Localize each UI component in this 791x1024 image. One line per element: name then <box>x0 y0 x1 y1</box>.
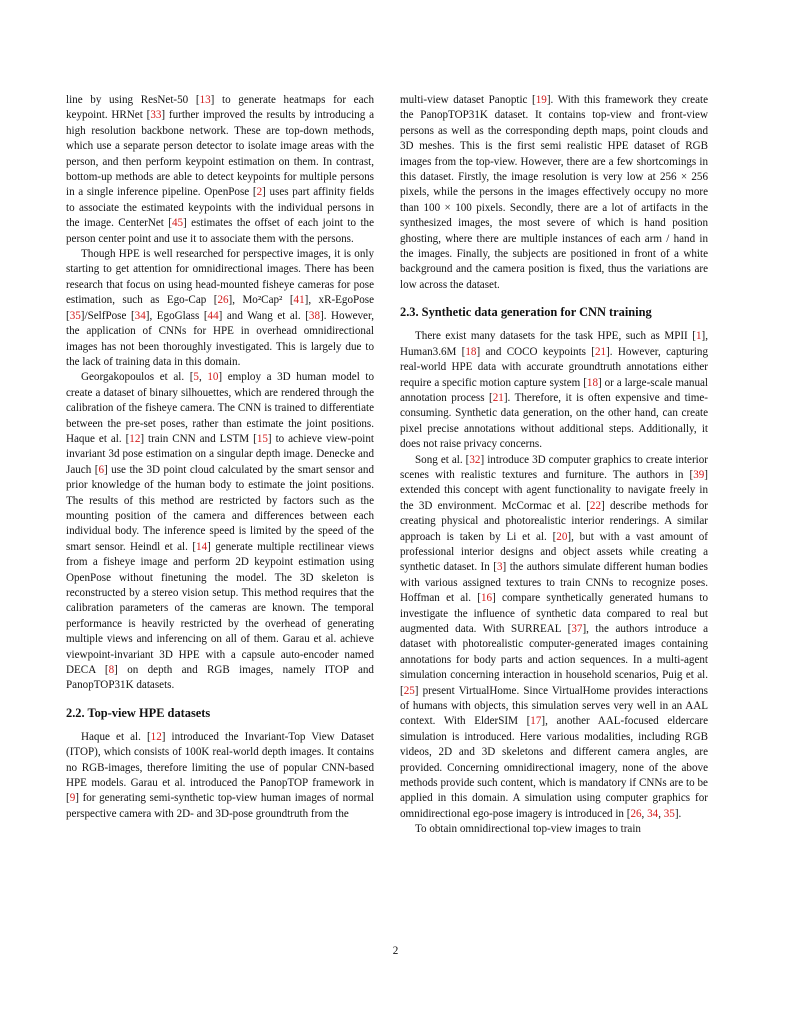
citation-link[interactable]: 12 <box>129 432 141 445</box>
citation-link[interactable]: 26 <box>217 294 229 307</box>
citation-link[interactable]: 37 <box>571 623 583 635</box>
citation-link[interactable]: 25 <box>403 684 415 697</box>
citation-link[interactable]: 2 <box>256 186 263 199</box>
left-column <box>66 93 374 822</box>
citation-link[interactable]: 44 <box>207 309 219 322</box>
paragraph: Haque et al. [12] introduced the Invariant-Top View Dataset (ITOP), which consists of 100K real-world depth images. It contains no RGB-images, therefore limiting the use of popular CNN-based HPE models. Garau et al. introduced the PanopTOP framework in [9] for generating semi-synthetic top-view human images of normal perspective camera with 2D- and 3D-pose groundtruth from the <box>66 730 375 820</box>
citation-link[interactable]: 34 <box>647 807 659 820</box>
paragraph: multi-view dataset Panoptic [19]. With this framework they create the PanopTOP31K dataset. It contains top-view and front-view persons as well as the corresponding depth maps, point clouds and 3D meshes. This is the first semi realistic HPE dataset of RGB images from the top-view. However, there are a few shortcomings in this dataset. Firstly, the image resolution is very low at 256 × 256 pixels, while the persons in the images effectively occupy no more than 100 × 100 pixels. Secondly, there are a lot of artifacts in the synthesized images, the most severe of which is hand position ghosting, where there are multiple instances of each arm / hand in the images. Finally, the subjects are positioned in front of a white background and the camera position is fixed, thus the variations are low across the dataset. <box>400 94 709 291</box>
citation-link[interactable]: 19 <box>535 94 547 106</box>
citation-link[interactable]: 45 <box>171 217 184 230</box>
citation-link[interactable]: 35 <box>69 309 81 322</box>
citation-link[interactable]: 39 <box>693 468 705 481</box>
paragraph: Georgakopoulos et al. [5, 10] employ a 3D human model to create a dataset of binary silhouettes, which are rendered through the calibration of the fisheye camera. The CNN is trained to differentiate between the pre-set poses, rather than estimate the joint positions. Haque et al. [12] train CNN and LSTM [15] to achieve view-point invariant 3d pose estimation on a singular depth image. Denecke and Jauch [6] use the 3D point cloud calculated by the smart sensor and prior knowledge of the human body to estimate the joint positions. The results of this method are restricted by factors such as the mounting position of the camera and differences between each individual body. The inference speed is limited by the speed of the smart sensor. Heindl et al. [14] generate multiple rectilinear views from a fisheye image and perform 2D keypoint estimation using OpenPose without finetuning the model. The 3D skeleton is reconstructed by a stereo vision setup. This method requires that the calibration parameters of the cameras are known. The temporal performance is heavily restricted by the overhead of generating multiple views and inferencing on all of them. Garau et al. achieve viewpoint-invariant 3D HPE with a capsule auto-encoder named DECA [8] on depth and RGB images, namely ITOP and PanopTOP31K datasets. <box>66 371 375 692</box>
citation-link[interactable]: 18 <box>465 345 477 358</box>
citation-link[interactable]: 35 <box>663 807 675 820</box>
citation-link[interactable]: 22 <box>589 499 602 512</box>
citation-link[interactable]: 8 <box>108 664 115 677</box>
citation-link[interactable]: 10 <box>207 371 219 384</box>
citation-link[interactable]: 9 <box>69 792 76 805</box>
citation-link[interactable]: 12 <box>150 730 162 743</box>
citation-link[interactable]: 16 <box>481 592 493 605</box>
citation-link[interactable]: 41 <box>293 294 305 307</box>
paragraph: To obtain omnidirectional top-view images to train <box>415 823 641 836</box>
section-heading-synthetic-data-generation: 2.3. Synthetic data generation for CNN training <box>400 305 652 320</box>
paragraph: line by using ResNet-50 [13] to generate heatmaps for each keypoint. HRNet [33] further improved the results by introducing a high resolution backbone network. These are top-down methods, which use a separate person detector to isolate image areas with the person, and then perform keypoint estimation on them. In contrast, bottom-up methods are able to detect keypoints for multiple persons in a single inference pipeline. OpenPose [2] uses part affinity fields to associate the estimated keypoints with the individual persons in the image. CenterNet [45] estimates the offset of each joint to the person center point and use it to associate them with the persons. <box>66 94 375 245</box>
citation-link[interactable]: 32 <box>469 453 481 466</box>
page-number: 2 <box>392 945 399 957</box>
citation-link[interactable]: 34 <box>134 309 146 322</box>
citation-link[interactable]: 33 <box>150 109 162 122</box>
paragraph: There exist many datasets for the task HPE, such as MPII [1], Human3.6M [18] and COCO keypoints [21]. However, capturing real-world HPE data with accurate groundtruth annotations either require a specific motion capture system [18] or a large-scale manual annotation process [21]. Therefore, it is often expensive and time-consuming. Synthetic data generation, on the other hand, can create pixel precise annotations without additional steps. Additionally, it does not raise privacy concerns. <box>400 330 709 451</box>
citation-link[interactable]: 1 <box>695 330 702 343</box>
citation-link[interactable]: 6 <box>98 463 104 476</box>
paragraph: Song et al. [32] introduce 3D computer graphics to create interior scenes with realistic textures and furniture. The authors in [39] extended this concept with agent functionality to navigate freely in the 3D environment. McCormac et al. [22] describe methods for creating physical and photorealistic interior renderings. A similar approach is taken by Li et al. [20], but with a vast amount of professional interior designs and object assets while creating a synthetic dataset. In [3] the authors simulate different human bodies with various assigned textures to train CNNs to recognize poses. Hoffman et al. [16] compare synthetically generated humans to investigate the influence of synthetic data compared to real but augmented data. With SURREAL [37], the authors introduce a dataset with photorealistic computer-generated images containing annotations for body parts and action sequences. In a multi-agent simulation concerning interaction in household scenarios, Puig et al. [25] present VirtualHome. Since VirtualHome provides interactions of humans with objects, this simulation serves very well in an AAL context. With ElderSIM [17], another AAL-focused eldercare simulation is introduced. Here various modalities, including RGB videos, 2D and 3D skeletons and different camera angles, are provided. Concerning omnidirectional imagery, none of the above methods provide such content, which is mandatory if CNNs are to be applied in this domain. A simulation using computer graphics for omnidirectional ego-pose imagery is introduced in [26, 34, 35]. <box>400 453 709 820</box>
citation-link[interactable]: 14 <box>196 540 208 553</box>
citation-link[interactable]: 5 <box>193 371 199 384</box>
right-column <box>400 93 708 838</box>
citation-link[interactable]: 21 <box>594 345 607 358</box>
citation-link[interactable]: 15 <box>256 432 268 445</box>
citation-link[interactable]: 21 <box>492 391 504 404</box>
citation-link[interactable]: 3 <box>496 561 503 574</box>
citation-link[interactable]: 17 <box>530 715 542 728</box>
section-heading-top-view-hpe-datasets: 2.2. Top-view HPE datasets <box>66 705 211 720</box>
citation-link[interactable]: 26 <box>630 807 642 820</box>
paragraph: Though HPE is well researched for perspective images, it is only starting to get attention for omnidirectional images. There has been research that focus on using head-mounted fisheye cameras for pose estimation, such as Ego-Cap [26], Mo²Cap² [41], xR-EgoPose [35]/SelfPose [34], EgoGlass [44] and Wang et al. [38]. However, the application of CNNs for HPE in overhead omnidirectional images has not been thoroughly investigated. This is largely due to the lack of training data in this domain. <box>66 248 374 368</box>
citation-link[interactable]: 20 <box>556 530 568 543</box>
citation-link[interactable]: 13 <box>199 94 211 106</box>
citation-link[interactable]: 38 <box>308 309 320 322</box>
citation-link[interactable]: 18 <box>586 376 598 389</box>
